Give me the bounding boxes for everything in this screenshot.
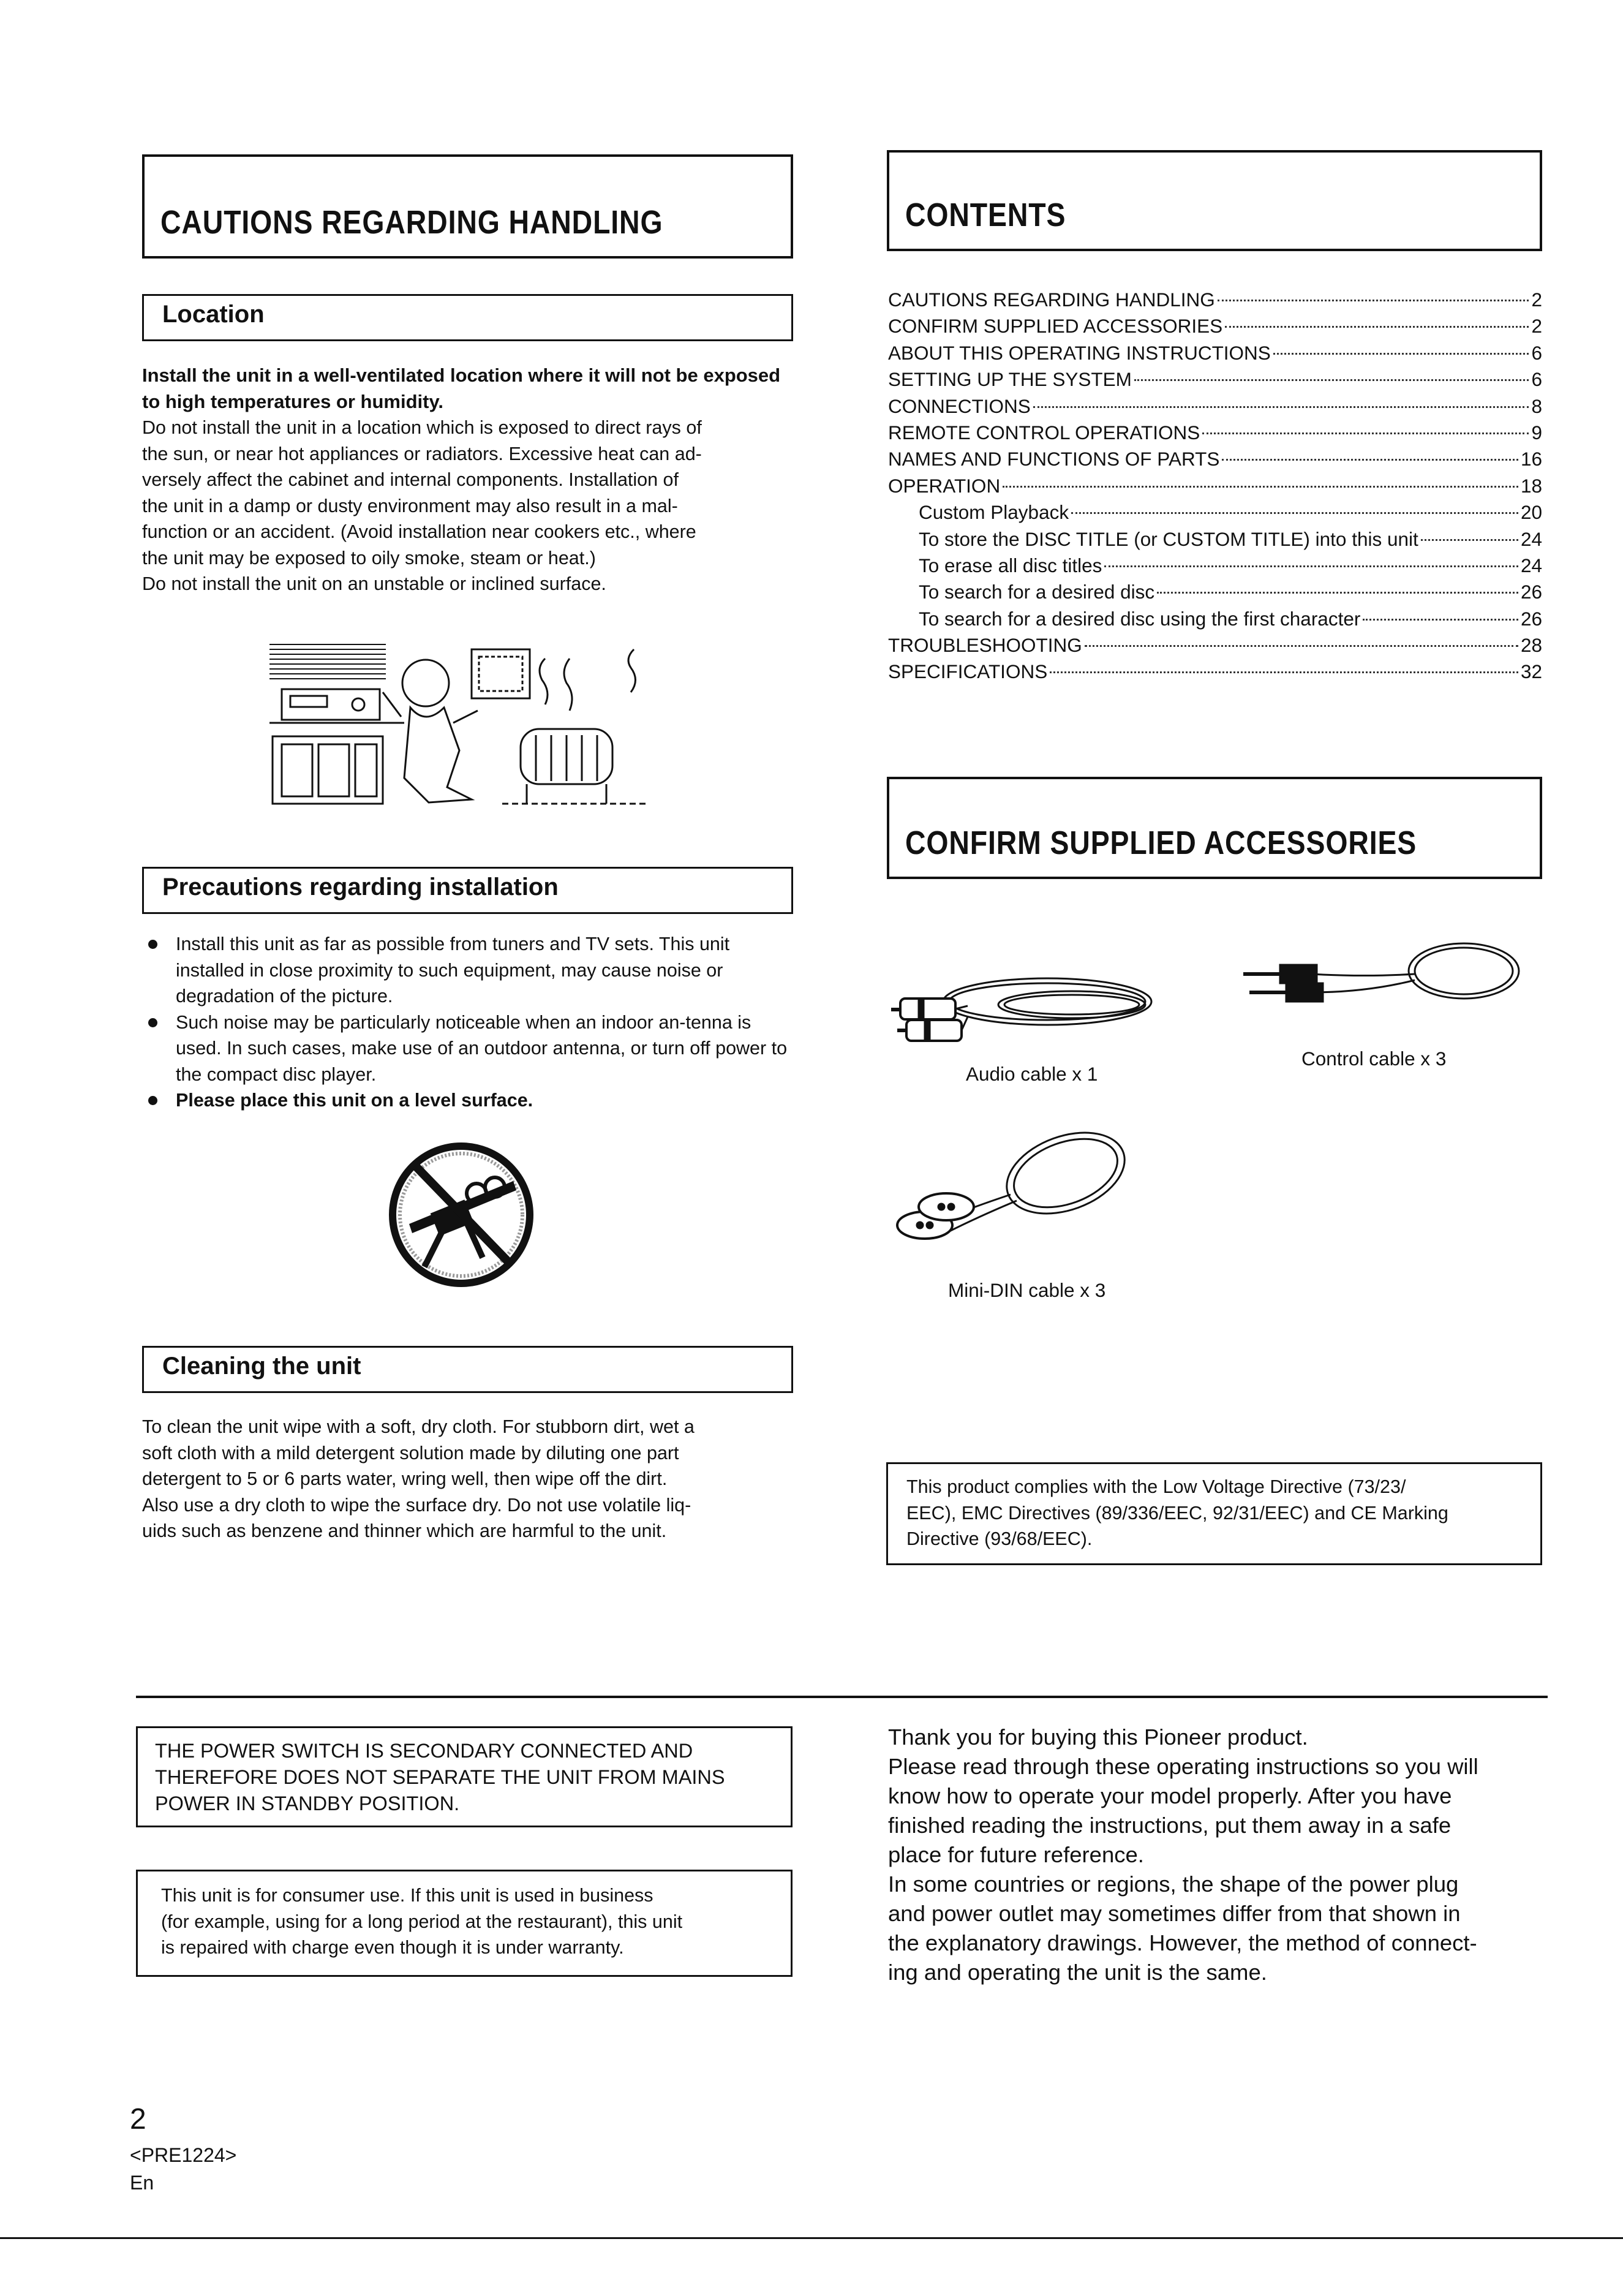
compliance-line: EEC), EMC Directives (89/336/EEC, 92/31/EEC) and CE Marking (906, 1502, 1448, 1524)
toc-page: 24 (1520, 554, 1542, 576)
toc-leader (1273, 352, 1529, 355)
toc-label: OPERATION (888, 474, 1001, 497)
toc-leader (1157, 591, 1518, 594)
toc-label: SETTING UP THE SYSTEM (888, 368, 1132, 391)
toc-label: To search for a desired disc (919, 581, 1155, 603)
contents-heading-box (887, 150, 1542, 251)
power-notice-line: THEREFORE DOES NOT SEPARATE THE UNIT FROM MAINS (155, 1766, 725, 1788)
toc-entry (888, 473, 1542, 499)
power-switch-notice-box (136, 1726, 793, 1827)
control-cable-illustration (1231, 931, 1525, 1029)
toc-page: 32 (1520, 660, 1542, 683)
toc-page: 26 (1520, 607, 1542, 630)
toc-entry (888, 446, 1542, 472)
cleaning-line: Also use a dry cloth to wipe the surface dry. Do not use volatile liq- (142, 1494, 691, 1516)
mini-din-cable-caption: Mini-DIN cable x 3 (948, 1279, 1106, 1301)
overheating-installation-illustration (269, 637, 668, 815)
toc-label: SPECIFICATIONS (888, 660, 1048, 683)
location-line: versely affect the cabinet and internal components. Installation of (142, 469, 679, 490)
power-notice-line: THE POWER SWITCH IS SECONDARY CONNECTED AND (155, 1740, 693, 1762)
location-line: the unit in a damp or dusty environment may also result in a mal- (142, 495, 678, 516)
cleaning-line: soft cloth with a mild detergent solution made by diluting one part (142, 1442, 679, 1463)
location-line: Do not install the unit in a location which is exposed to direct rays of (142, 417, 702, 438)
precautions-heading-box (142, 867, 793, 914)
cleaning-section (142, 1414, 797, 1544)
cautions-heading: CAUTIONS REGARDING HANDLING (160, 204, 663, 241)
thanks-line: ing and operating the unit is the same. (888, 1960, 1267, 1985)
location-line: the unit may be exposed to oily smoke, steam or heat.) (142, 547, 596, 568)
toc-page: 6 (1531, 368, 1542, 391)
compliance-notice-box (886, 1462, 1542, 1565)
toc-entry (888, 632, 1542, 659)
thanks-line: Thank you for buying this Pioneer product. (888, 1724, 1308, 1750)
toc-leader (1071, 512, 1518, 514)
toc-leader (1225, 325, 1529, 328)
cautions-heading-box (142, 154, 793, 259)
prohibited-inclined-surface-icon (385, 1138, 538, 1291)
location-section (142, 363, 797, 597)
compliance-line: This product complies with the Low Voltage Directive (73/23/ (906, 1476, 1406, 1497)
thanks-line: the explanatory drawings. However, the method of connect- (888, 1930, 1477, 1955)
thanks-line: In some countries or regions, the shape of the power plug (888, 1871, 1459, 1897)
toc-leader (1033, 406, 1529, 408)
cleaning-line: To clean the unit wipe with a soft, dry cloth. For stubborn dirt, wet a (142, 1416, 695, 1437)
thanks-line: know how to operate your model properly. After you have (888, 1783, 1452, 1808)
power-switch-notice (155, 1738, 725, 1817)
cleaning-line: uids such as benzene and thinner which are harmful to the unit. (142, 1520, 667, 1541)
toc-page: 24 (1520, 527, 1542, 550)
toc-entry (888, 340, 1542, 366)
toc-label: CONNECTIONS (888, 395, 1031, 417)
toc-entry (888, 366, 1542, 393)
toc-entry (888, 287, 1542, 313)
precaution-item: Install this unit as far as possible from tuners and TV sets. This unit installed in close proximity to such equipment, may cause noise or degradation of the picture. (142, 931, 794, 1010)
thanks-line: Please read through these operating instructions so you will (888, 1754, 1478, 1779)
accessories-heading-box (887, 777, 1542, 879)
toc-leader (1104, 565, 1518, 567)
toc-leader (1421, 538, 1518, 541)
consumer-notice-line: is repaired with charge even though it is under warranty. (161, 1937, 624, 1958)
toc-page: 26 (1520, 581, 1542, 603)
location-intro: Install the unit in a well-ventilated location where it will not be exposed to high temperatures or humidity. (142, 364, 781, 412)
cleaning-line: detergent to 5 or 6 parts water, wring well, then wipe off the dirt. (142, 1468, 668, 1489)
language-code: En (130, 2172, 154, 2194)
toc-leader (1085, 644, 1518, 647)
toc-page: 20 (1520, 501, 1542, 524)
toc-label: Custom Playback (919, 501, 1069, 524)
consumer-notice-line: (for example, using for a long period at the restaurant), this unit (161, 1911, 683, 1932)
toc-label: To erase all disc titles (919, 554, 1102, 576)
table-of-contents (888, 287, 1542, 685)
toc-label: REMOTE CONTROL OPERATIONS (888, 421, 1200, 444)
toc-entry (888, 606, 1542, 632)
thanks-line: place for future reference. (888, 1842, 1144, 1867)
consumer-notice-line: This unit is for consumer use. If this unit is used in business (161, 1885, 653, 1906)
control-cable-caption: Control cable x 3 (1301, 1048, 1447, 1070)
mini-din-cable-illustration (888, 1121, 1151, 1244)
contents-heading: CONTENTS (905, 197, 1066, 233)
toc-leader (1134, 379, 1529, 381)
toc-page: 9 (1531, 421, 1542, 444)
toc-leader (1222, 458, 1518, 461)
toc-label: ABOUT THIS OPERATING INSTRUCTIONS (888, 341, 1271, 364)
consumer-use-notice (161, 1882, 682, 1961)
toc-label: To store the DISC TITLE (or CUSTOM TITLE) into this unit (919, 527, 1418, 550)
compliance-text (906, 1474, 1448, 1552)
toc-page: 28 (1520, 634, 1542, 657)
toc-label: CAUTIONS REGARDING HANDLING (888, 289, 1215, 311)
toc-page: 16 (1520, 448, 1542, 470)
cleaning-heading-box (142, 1346, 793, 1393)
footer-rule (0, 2237, 1623, 2239)
toc-leader (1003, 485, 1518, 488)
document-code: <PRE1224> (130, 2144, 237, 2166)
toc-label: To search for a desired disc using the first character (919, 607, 1361, 630)
accessories-heading: CONFIRM SUPPLIED ACCESSORIES (905, 825, 1417, 861)
precautions-heading: Precautions regarding installation (162, 874, 559, 901)
toc-leader (1363, 618, 1518, 621)
toc-entry (888, 393, 1542, 420)
toc-leader (1202, 432, 1529, 434)
toc-page: 8 (1531, 395, 1542, 417)
thank-you-text (888, 1723, 1546, 1987)
page-number: 2 (130, 2103, 146, 2136)
cleaning-heading: Cleaning the unit (162, 1353, 361, 1380)
thanks-line: finished reading the instructions, put them away in a safe (888, 1813, 1452, 1838)
toc-leader (1050, 671, 1518, 673)
toc-label: CONFIRM SUPPLIED ACCESSORIES (888, 315, 1223, 338)
toc-entry (888, 659, 1542, 685)
toc-entry (888, 579, 1542, 605)
compliance-line: Directive (93/68/EEC). (906, 1528, 1093, 1549)
toc-label: TROUBLESHOOTING (888, 634, 1082, 657)
rca-audio-cable-illustration (888, 962, 1164, 1060)
precaution-item-level-surface: Please place this unit on a level surface. (142, 1087, 794, 1114)
section-divider (136, 1696, 1548, 1698)
toc-entry (888, 553, 1542, 579)
location-heading-box (142, 294, 793, 341)
toc-entry (888, 499, 1542, 526)
power-notice-line: POWER IN STANDBY POSITION. (155, 1792, 460, 1815)
thanks-line: and power outlet may sometimes differ from that shown in (888, 1901, 1461, 1926)
toc-leader (1218, 299, 1529, 301)
location-line: Do not install the unit on an unstable or inclined surface. (142, 573, 606, 594)
location-line: the sun, or near hot appliances or radiators. Excessive heat can ad- (142, 443, 702, 464)
toc-page: 18 (1520, 474, 1542, 497)
location-line: function or an accident. (Avoid installation near cookers etc., where (142, 521, 696, 542)
toc-entry (888, 526, 1542, 553)
precautions-section (142, 931, 794, 1114)
toc-page: 2 (1531, 315, 1542, 338)
toc-entry (888, 313, 1542, 339)
precaution-item: Such noise may be particularly noticeable when an indoor an-tenna is used. In such cases, make use of an outdoor antenna, or turn off power to the compact disc player. (142, 1010, 794, 1088)
location-heading: Location (162, 301, 265, 328)
consumer-use-notice-box (136, 1870, 793, 1977)
toc-page: 2 (1531, 289, 1542, 311)
toc-page: 6 (1531, 341, 1542, 364)
audio-cable-caption: Audio cable x 1 (966, 1063, 1098, 1085)
toc-label: NAMES AND FUNCTIONS OF PARTS (888, 448, 1220, 470)
toc-entry (888, 420, 1542, 446)
